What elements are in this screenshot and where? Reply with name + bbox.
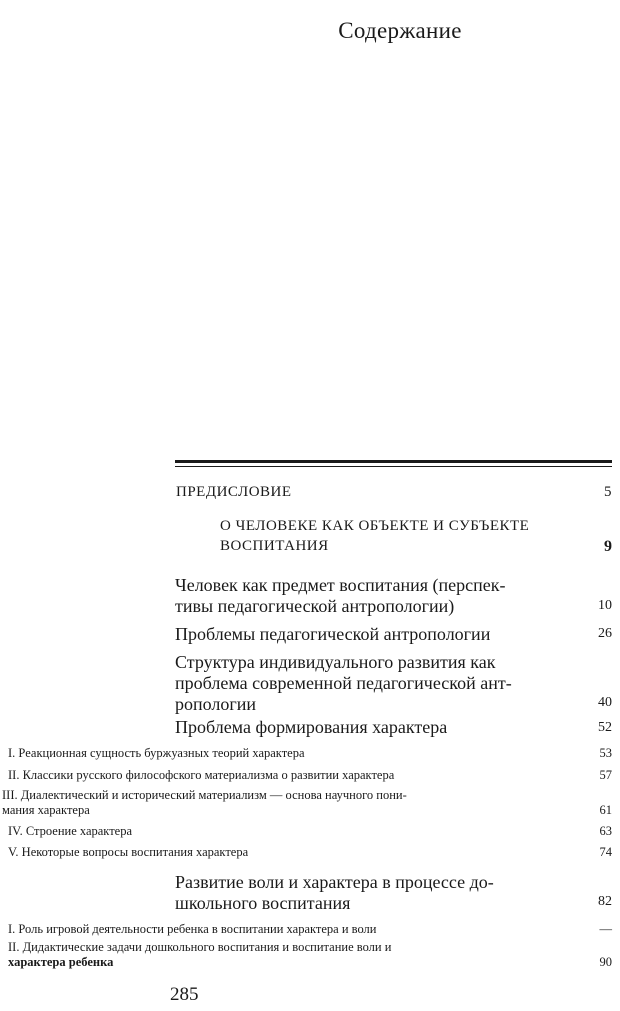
toc-ch4-sub2: II. Классики русского философского материализма о развитии характера: [8, 768, 395, 782]
toc-section-line1: О ЧЕЛОВЕКЕ КАК ОБЪЕКТЕ И СУБЪЕКТЕ: [220, 518, 530, 534]
toc-ch4-line1: Проблема формирования характера: [175, 717, 448, 737]
toc-ch3-line3: ропологии: [175, 694, 257, 714]
toc-ch4-sub2-page: 57: [599, 768, 612, 782]
double-rule-thin: [175, 466, 612, 467]
toc-ch4-page: 52: [598, 720, 612, 735]
toc-ch3-line1: Структура индивидуального развития как: [175, 652, 496, 672]
toc-ch4-sub3-line2: мания характера: [2, 803, 90, 817]
toc-ch2-page: 26: [598, 626, 612, 641]
toc-ch4-sub5-page: 74: [599, 845, 612, 859]
toc-section-page: 9: [604, 538, 612, 555]
toc-ch3-line2: проблема современной педагогической ант-: [175, 673, 512, 693]
toc-ch5-sub1: I. Роль игровой деятельности ребенка в воспитании характера и воли: [8, 922, 377, 936]
toc-ch5-sub1-page: —: [599, 922, 612, 936]
toc-ch5-line1: Развитие воли и характера в процессе до-: [175, 872, 494, 892]
toc-ch3-page: 40: [598, 695, 612, 710]
toc-ch2-line1: Проблемы педагогической антропологии: [175, 624, 491, 644]
toc-ch5-sub2-page: 90: [599, 955, 612, 969]
toc-ch1-page: 10: [598, 598, 612, 613]
toc-preface-page: 5: [604, 484, 612, 500]
toc-ch4-sub4-page: 63: [599, 824, 612, 838]
toc-ch1-line2: тивы педагогической антропологии): [175, 596, 455, 616]
toc-ch1-line1: Человек как предмет воспитания (перспек-: [175, 575, 506, 595]
page-title: Содержание: [338, 18, 462, 43]
toc-preface: ПРЕДИСЛОВИЕ: [176, 484, 292, 500]
toc-ch5-sub2-line2: характера ребенка: [8, 955, 114, 969]
double-rule-thick: [175, 460, 612, 463]
toc-ch5-line2: школьного воспитания: [175, 893, 351, 913]
toc-ch4-sub4: IV. Строение характера: [8, 824, 133, 838]
toc-ch4-sub5: V. Некоторые вопросы воспитания характера: [8, 845, 249, 859]
toc-ch5-page: 82: [598, 894, 612, 909]
toc-ch4-sub1-page: 53: [599, 746, 612, 760]
toc-ch5-sub2-line1: II. Дидактические задачи дошкольного воспитания и воспитание воли и: [8, 940, 392, 954]
toc-section-line2: ВОСПИТАНИЯ: [220, 538, 329, 554]
toc-ch4-sub3-page: 61: [599, 803, 612, 817]
toc-ch4-sub3-line1: III. Диалектический и исторический материализм — основа научного пони-: [2, 788, 407, 802]
toc-ch4-sub1: I. Реакционная сущность буржуазных теорий характера: [8, 746, 305, 760]
page-number: 285: [170, 984, 199, 1005]
